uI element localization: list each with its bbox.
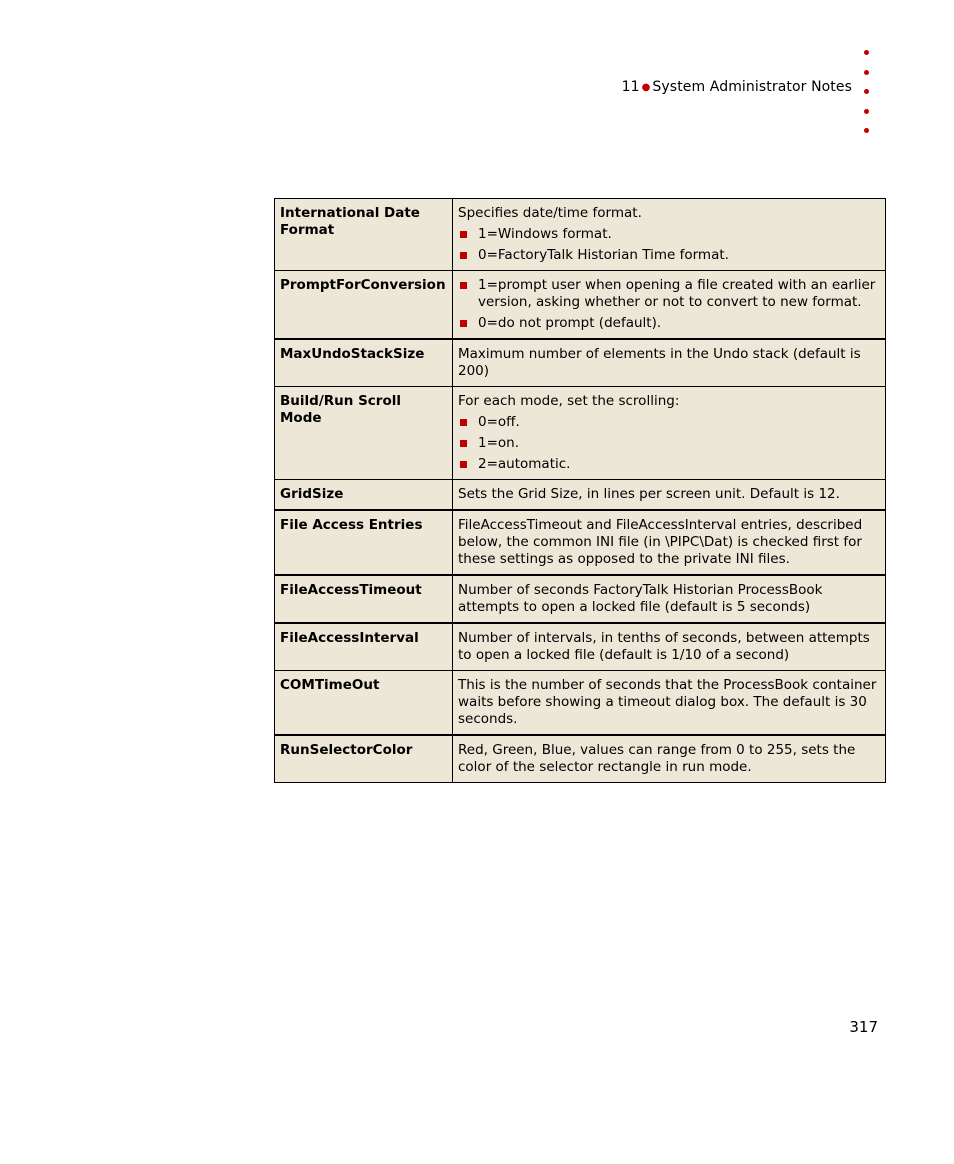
margin-dot-icon (864, 70, 869, 75)
table-row (275, 575, 886, 623)
list-item-text: 1=prompt user when opening a file created with an earlier version, asking whether or not to convert to new format. (478, 277, 876, 310)
setting-description (453, 199, 886, 271)
list-item (458, 315, 880, 332)
running-header (560, 79, 852, 95)
header-bullet-icon: ● (641, 82, 651, 93)
list-item-text: 0=off. (478, 414, 520, 430)
list-item-text: 0=FactoryTalk Historian Time format. (478, 247, 729, 263)
list-item-text: 1=Windows format. (478, 226, 612, 242)
square-bullet-icon (460, 440, 467, 447)
list-item (458, 277, 880, 311)
square-bullet-icon (460, 461, 467, 468)
setting-description (453, 671, 886, 736)
bullet-list (458, 414, 880, 473)
setting-name: International Date Format (275, 199, 453, 271)
setting-description (453, 575, 886, 623)
description-text: Red, Green, Blue, values can range from 0 to 255, sets the color of the selector rectangle in run mode. (458, 742, 856, 775)
list-item-text: 0=do not prompt (default). (478, 315, 662, 331)
description-text: FileAccessTimeout and FileAccessInterval entries, described below, the common INI file (in \PIPC\Dat) is checked first for these settings as opposed to the private INI files. (458, 517, 863, 567)
setting-name: Build/Run Scroll Mode (275, 387, 453, 480)
description-text: Number of seconds FactoryTalk Historian ProcessBook attempts to open a locked file (default is 5 seconds) (458, 582, 823, 615)
chapter-number: 11 (621, 79, 640, 95)
list-item (458, 247, 880, 264)
setting-description (453, 623, 886, 671)
table-row (275, 199, 886, 271)
table-row (275, 735, 886, 783)
margin-dot-icon (864, 109, 869, 114)
list-item-text: 1=on. (478, 435, 520, 451)
list-item (458, 414, 880, 431)
setting-name: COMTimeOut (275, 671, 453, 736)
square-bullet-icon (460, 320, 467, 327)
margin-dot-icon (864, 128, 869, 133)
square-bullet-icon (460, 282, 467, 289)
setting-description (453, 271, 886, 340)
list-item (458, 456, 880, 473)
setting-description (453, 735, 886, 783)
description-text: For each mode, set the scrolling: (458, 393, 680, 409)
description-text: Specifies date/time format. (458, 205, 642, 221)
table-row (275, 510, 886, 575)
bullet-list (458, 277, 880, 332)
margin-dot-icon (864, 89, 869, 94)
margin-dots-decoration (864, 50, 876, 148)
setting-name: PromptForConversion (275, 271, 453, 340)
table-row (275, 387, 886, 480)
list-item (458, 435, 880, 452)
margin-dot-icon (864, 50, 869, 55)
chapter-title: System Administrator Notes (652, 79, 852, 95)
square-bullet-icon (460, 231, 467, 238)
page-number: 317 (849, 1018, 878, 1036)
table-row (275, 339, 886, 387)
setting-name: FileAccessTimeout (275, 575, 453, 623)
setting-name: MaxUndoStackSize (275, 339, 453, 387)
list-item-text: 2=automatic. (478, 456, 571, 472)
description-text: Maximum number of elements in the Undo stack (default is 200) (458, 346, 861, 379)
table-row (275, 271, 886, 340)
setting-description (453, 387, 886, 480)
table-row (275, 623, 886, 671)
setting-description (453, 339, 886, 387)
setting-name: File Access Entries (275, 510, 453, 575)
table-row (275, 480, 886, 511)
square-bullet-icon (460, 252, 467, 259)
setting-description (453, 480, 886, 511)
setting-name: FileAccessInterval (275, 623, 453, 671)
description-text: Sets the Grid Size, in lines per screen unit. Default is 12. (458, 486, 840, 502)
table-row (275, 671, 886, 736)
bullet-list (458, 226, 880, 264)
description-text: This is the number of seconds that the ProcessBook container waits before showing a timeout dialog box. The default is 30 seconds. (458, 677, 877, 727)
setting-name: GridSize (275, 480, 453, 511)
list-item (458, 226, 880, 243)
settings-table (274, 198, 886, 783)
setting-description (453, 510, 886, 575)
square-bullet-icon (460, 419, 467, 426)
setting-name: RunSelectorColor (275, 735, 453, 783)
description-text: Number of intervals, in tenths of seconds, between attempts to open a locked file (default is 1/10 of a second) (458, 630, 870, 663)
